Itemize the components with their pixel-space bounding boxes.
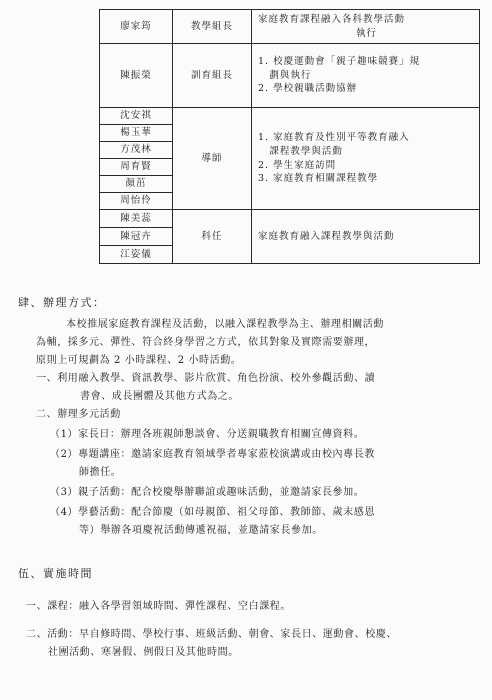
sub-item: 等）舉辦各項慶祝活動傳遞祝福，並邀請家長參加。 xyxy=(79,525,323,536)
name-cell: 陳振榮 xyxy=(100,44,173,108)
list-item: 二、辦理多元活動 xyxy=(36,409,121,420)
sub-item: （4）學藝活動：配合節慶（如母親節、祖父母節、教師節、歲末感恩 xyxy=(50,507,375,518)
list-item: 二、活動：早自修時間、學校行事、班級活動、朝會、家長日、運動會、校慶、 xyxy=(26,629,397,640)
duty-cell: 家庭教育融入課程教學與活動 xyxy=(252,210,480,264)
list-item: 書會、成長團體及其他方式為之。 xyxy=(80,391,239,402)
name-cell: 廖家筠 xyxy=(100,10,173,44)
list-item: 一、課程：融入各學習領域時間、彈性課程、空白課程。 xyxy=(26,601,291,612)
paragraph-line: 原則上可規劃為 2 小時課程、2 小時活動。 xyxy=(36,355,242,366)
duty-cell: 1. 校慶運動會「親子趣味競賽」規 劃與執行 2. 學校親職活動協辦 xyxy=(252,44,480,108)
sub-item: （1）家長日：辦理各班親師懇談會、分送親職教育相關宣傳資料。 xyxy=(50,429,365,440)
paragraph-line: 本校推展家庭教育課程及活動，以融入課程教學為主、辦理相關活動 xyxy=(66,319,384,330)
table-row xyxy=(100,10,480,44)
name-cell: 沈安祺 楊玉華 方茂林 周育賢 顏茁 周怡伶 xyxy=(100,108,173,210)
list-item: 一、利用融入教學、資訊教學、影片欣賞、角色扮演、校外參觀活動、讀 xyxy=(36,373,376,384)
title-cell: 科任 xyxy=(173,210,252,264)
duty-cell: 1. 家庭教育及性別平等教育融入 課程教學與活動 2. 學生家庭訪問 3. 家庭教育相關課程教學 xyxy=(252,108,480,210)
title-cell: 訓育組長 xyxy=(173,44,252,108)
staff-role-table xyxy=(99,9,480,264)
list-item: 社團活動、寒暑假、例假日及其他時間。 xyxy=(48,647,239,658)
title-cell: 教學組長 xyxy=(173,10,252,44)
section-heading: 肆、辦理方式： xyxy=(18,296,106,309)
name-cell: 陳美蕊 陳冠卉 江姿儀 xyxy=(100,210,173,264)
sub-item: （3）親子活動：配合校慶舉辦聯誼或趣味活動，並邀請家長參加。 xyxy=(50,487,365,498)
table-row xyxy=(100,44,480,108)
sub-item: 師擔任。 xyxy=(79,467,122,478)
table-row xyxy=(100,108,480,210)
sub-item: （2）專題講座：邀請家庭教育領域學者專家蒞校演講或由校內專長教 xyxy=(50,449,375,460)
section-heading: 伍、實施時間 xyxy=(18,567,93,580)
table-row xyxy=(100,210,480,264)
title-cell: 導師 xyxy=(173,108,252,210)
paragraph-line: 為輔，採多元、彈性、符合終身學習之方式，依其對象及實際需要辦理， xyxy=(36,337,376,348)
duty-cell: 家庭教育課程融入各科教學活動 執行 xyxy=(252,10,480,44)
